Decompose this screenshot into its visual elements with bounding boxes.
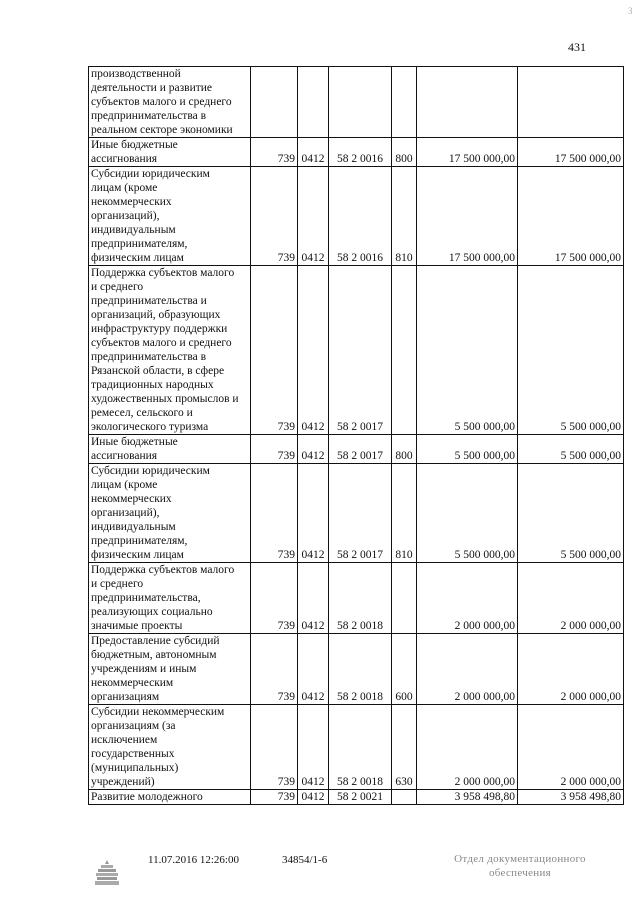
cell-expense-type: 810	[392, 167, 417, 266]
cell-target-code: 58 2 0016	[329, 167, 392, 266]
cell-section-code	[298, 67, 329, 138]
cell-name-line: учреждений)	[91, 776, 155, 788]
table-row	[89, 563, 624, 634]
cell-expense-type	[392, 790, 417, 805]
cell-amount-1	[417, 67, 518, 138]
cell-admin-code: 739	[251, 464, 298, 563]
cell-target-code: 58 2 0016	[329, 138, 392, 167]
cell-name-line: индивидуальным	[91, 521, 176, 533]
cell-amount-2: 5 500 000,00	[518, 464, 624, 563]
cell-target-code: 58 2 0018	[329, 634, 392, 705]
table-row	[89, 705, 624, 790]
corner-mark: 3	[628, 6, 633, 16]
cell-amount-1: 2 000 000,00	[417, 563, 518, 634]
cell-name	[89, 634, 251, 705]
budget-table	[88, 66, 624, 805]
table-row	[89, 464, 624, 563]
table-row	[89, 790, 624, 805]
cell-name-line: (муниципальных)	[91, 762, 179, 774]
cell-name-line: Поддержка субъектов малого	[91, 267, 235, 279]
cell-name-line: субъектов малого и среднего	[91, 96, 232, 108]
table-row	[89, 167, 624, 266]
cell-name-line: реализующих социально	[91, 606, 213, 618]
cell-section-code: 0412	[298, 790, 329, 805]
cell-name-line: инфраструктуру поддержки	[91, 323, 228, 335]
footer-datetime: 11.07.2016 12:26:00	[148, 854, 239, 866]
cell-target-code: 58 2 0018	[329, 563, 392, 634]
cell-amount-1: 2 000 000,00	[417, 634, 518, 705]
table-row	[89, 67, 624, 138]
cell-name-line: предпринимательства в	[91, 351, 207, 363]
cell-name-line: Развитие молодежного	[91, 791, 203, 803]
cell-target-code: 58 2 0017	[329, 266, 392, 435]
cell-expense-type	[392, 266, 417, 435]
cell-name-line: бюджетным, автономным	[91, 649, 217, 661]
cell-name-line: физическим лицам	[91, 549, 184, 561]
footer-doc-number: 34854/1-6	[282, 854, 328, 866]
cell-name-line: индивидуальным	[91, 224, 176, 236]
cell-name-line: Иные бюджетные	[91, 139, 178, 151]
cell-amount-2: 5 500 000,00	[518, 435, 624, 464]
cell-target-code: 58 2 0021	[329, 790, 392, 805]
cell-name-line: Поддержка субъектов малого	[91, 564, 235, 576]
cell-expense-type: 630	[392, 705, 417, 790]
cell-admin-code	[251, 67, 298, 138]
cell-amount-2: 2 000 000,00	[518, 705, 624, 790]
cell-name-line: лицам (кроме	[91, 182, 158, 194]
cell-name	[89, 266, 251, 435]
cell-admin-code: 739	[251, 435, 298, 464]
cell-name-line: ассигнования	[91, 153, 158, 165]
cell-name	[89, 705, 251, 790]
cell-name-line: и среднего	[91, 281, 144, 293]
cell-admin-code: 739	[251, 705, 298, 790]
cell-name	[89, 167, 251, 266]
cell-name-line: Иные бюджетные	[91, 436, 178, 448]
cell-name-line: субъектов малого и среднего	[91, 337, 232, 349]
cell-amount-1: 17 500 000,00	[417, 138, 518, 167]
cell-name-line: физическим лицам	[91, 252, 184, 264]
department-stamp	[440, 852, 600, 880]
budget-table-body	[89, 67, 624, 805]
cell-name-line: организациям	[91, 691, 160, 703]
cell-admin-code: 739	[251, 790, 298, 805]
cell-amount-2: 17 500 000,00	[518, 167, 624, 266]
cell-amount-1: 2 000 000,00	[417, 705, 518, 790]
cell-amount-1: 5 500 000,00	[417, 464, 518, 563]
cell-name-line: Субсидии юридическим	[91, 465, 210, 477]
cell-expense-type: 810	[392, 464, 417, 563]
cell-name	[89, 67, 251, 138]
cell-name-line: художественных промыслов и	[91, 393, 239, 405]
cell-target-code: 58 2 0017	[329, 435, 392, 464]
cell-name	[89, 464, 251, 563]
coat-of-arms-icon	[94, 858, 120, 888]
cell-amount-1: 5 500 000,00	[417, 435, 518, 464]
cell-target-code: 58 2 0017	[329, 464, 392, 563]
cell-name-line: предпринимателям,	[91, 535, 188, 547]
cell-name-line: Предоставление субсидий	[91, 635, 220, 647]
table-row	[89, 138, 624, 167]
page-number: 431	[568, 40, 586, 54]
cell-name-line: Субсидии юридическим	[91, 168, 210, 180]
cell-admin-code: 739	[251, 634, 298, 705]
cell-amount-2: 2 000 000,00	[518, 563, 624, 634]
cell-amount-2: 2 000 000,00	[518, 634, 624, 705]
cell-target-code: 58 2 0018	[329, 705, 392, 790]
cell-name-line: лицам (кроме	[91, 479, 158, 491]
cell-amount-2: 5 500 000,00	[518, 266, 624, 435]
table-row	[89, 634, 624, 705]
cell-name-line: некоммерческих	[91, 196, 172, 208]
cell-section-code: 0412	[298, 634, 329, 705]
cell-name-line: Рязанской области, в сфере	[91, 365, 225, 377]
cell-name	[89, 563, 251, 634]
cell-name-line: значимые проекты	[91, 620, 183, 632]
cell-name-line: производственной	[91, 68, 181, 80]
stamp-line-2: обеспечения	[488, 867, 552, 879]
cell-name	[89, 138, 251, 167]
cell-name-line: Субсидии некоммерческим	[91, 706, 225, 718]
cell-amount-1: 5 500 000,00	[417, 266, 518, 435]
cell-name-line: ассигнования	[91, 450, 158, 462]
cell-name-line: некоммерческих	[91, 493, 172, 505]
cell-name-line: экологического туризма	[91, 421, 209, 433]
cell-name-line: традиционных народных	[91, 379, 214, 391]
cell-amount-1: 3 958 498,80	[417, 790, 518, 805]
cell-section-code: 0412	[298, 435, 329, 464]
cell-name-line: предпринимательства,	[91, 592, 201, 604]
cell-admin-code: 739	[251, 167, 298, 266]
cell-section-code: 0412	[298, 266, 329, 435]
cell-name-line: государственных	[91, 748, 175, 760]
cell-section-code: 0412	[298, 138, 329, 167]
cell-expense-type: 600	[392, 634, 417, 705]
cell-name-line: организаций),	[91, 210, 160, 222]
table-row	[89, 435, 624, 464]
cell-name	[89, 435, 251, 464]
cell-name-line: организаций),	[91, 507, 160, 519]
cell-amount-2	[518, 67, 624, 138]
cell-amount-2: 3 958 498,80	[518, 790, 624, 805]
stamp-line-1: Отдел документационного	[454, 853, 586, 865]
cell-section-code: 0412	[298, 563, 329, 634]
cell-expense-type	[392, 563, 417, 634]
cell-name-line: исключением	[91, 734, 158, 746]
cell-name-line: и среднего	[91, 578, 144, 590]
cell-name-line: предпринимателям,	[91, 238, 188, 250]
cell-admin-code: 739	[251, 138, 298, 167]
cell-name-line: реальном секторе экономики	[91, 124, 233, 136]
cell-name-line: деятельности и развитие	[91, 82, 213, 94]
cell-expense-type	[392, 67, 417, 138]
cell-expense-type: 800	[392, 435, 417, 464]
cell-admin-code: 739	[251, 563, 298, 634]
cell-admin-code: 739	[251, 266, 298, 435]
cell-name-line: некоммерческим	[91, 677, 174, 689]
cell-name-line: организаций, образующих	[91, 309, 221, 321]
cell-name-line: предпринимательства в	[91, 110, 207, 122]
cell-name-line: организациям (за	[91, 720, 176, 732]
cell-target-code	[329, 67, 392, 138]
cell-amount-1: 17 500 000,00	[417, 167, 518, 266]
cell-name	[89, 790, 251, 805]
cell-name-line: предпринимательства и	[91, 295, 207, 307]
cell-section-code: 0412	[298, 464, 329, 563]
cell-section-code: 0412	[298, 705, 329, 790]
table-row	[89, 266, 624, 435]
cell-section-code: 0412	[298, 167, 329, 266]
cell-name-line: ремесел, сельского и	[91, 407, 193, 419]
cell-expense-type: 800	[392, 138, 417, 167]
cell-name-line: учреждениям и иным	[91, 663, 197, 675]
cell-amount-2: 17 500 000,00	[518, 138, 624, 167]
